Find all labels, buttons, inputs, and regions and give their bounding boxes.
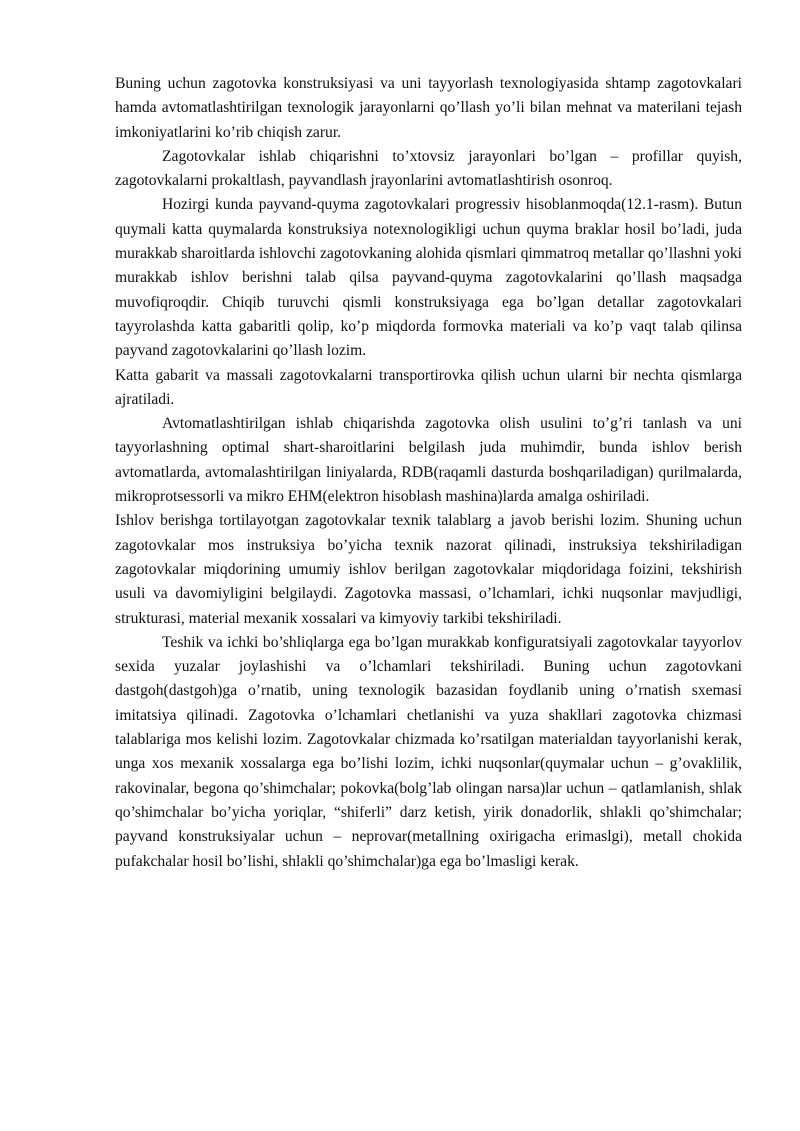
paragraph: Avtomatlashtirilgan ishlab chiqarishda zagotovka olish usulini to’g’ri tanlash va uni tayyorlashning optimal shart-sharoitlarini belgilash juda muhimdir, bunda ishlov berish avtomatlarda, avtomalashtirilgan liniyalarda, RDB(raqamli dasturda boshqariladigan) qurilmalarda, mikroprotsessorli va mikro EHM(elektron hisoblash mashina)larda amalga oshiriladi. xyxy=(115,415,742,506)
paragraph: Zagotovkalar ishlab chiqarishni to’xtovsiz jarayonlari bo’lgan – profillar quyish, zagotovkalarni prokaltlash, payvandlash jrayonlarini avtomatlashtirish osonroq. xyxy=(115,147,742,190)
paragraph: Teshik va ichki bo’shliqlarga ega bo’lgan murakkab konfiguratsiyali zagotovkalar tayyorlov sexida yuzalar joylashishi va o’lchamlari tekshiriladi. Buning uchun zagotovkani dastgoh(dastgoh)ga o’rnatib, uning texnologik bazasidan foydlanib uning o’rnatish sxemasi imitatsiya qilinadi. Zagotovka o’lchamlari chetlanishi va yuza shakllari zagotovka chizmasi talablariga mos kelishi lozim. Zagotovkalar chizmada ko’rsatilgan materialdan tayyorlanishi kerak, unga xos mexanik xossalarga ega bo’lishi lozim, ichki nuqsonlar(quymalar uchun – g’ovaklilik, rakovinalar, begona qo’shimchalar; pokovka(bolg’lab olingan narsa)lar uchun – qatlamlanish, shlak qo’shimchalar bo’yicha yoriqlar, “shiferli” darz ketish, yirik donadorlik, shlakli qo’shimchalar; payvand konstruksiyalar uchun – neprovar(metallning oxirigacha erimaslgi), metall chokida pufakchalar hosil bo’lishi, shlakli qo’shimchalar)ga ega bo’lmasligi kerak. xyxy=(115,633,742,870)
paragraph: Katta gabarit va massali zagotovkalarni transportirovka qilish uchun ularni bir nechta qismlarga ajratiladi. xyxy=(115,366,742,408)
paragraph: Ishlov berishga tortilayotgan zagotovkalar texnik talablarg a javob berishi lozim. Shuning uchun zagotovkalar mos instruksiya bo’yicha texnik nazorat qilinadi, instruksiya tekshiriladigan zagotovkalar miqdorining umumiy ishlov berilgan zagotovkalar miqdoridaga foizini, tekshirish usuli va davomiyligini belgilaydi. Zagotovka massasi, o’lchamlari, ichki nuqsonlar mavjudligi, strukturasi, material mexanik xossalari va kimyoviy tarkibi tekshiriladi. xyxy=(115,512,742,627)
document-page xyxy=(115,72,742,874)
paragraph: Hozirgi kunda payvand-quyma zagotovkalari progressiv hisoblanmoqda(12.1-rasm). Butun quymali katta quymalarda konstruksiya notexnologikligi uchun quyma braklar hosil bo’ladi, juda murakkab sharoitlarda ishlovchi zagotovkaning alohida qismlari qimmatroq metallar qo’llashni yoki murakkab ishlov berishni talab qilsa payvand-quyma zagotovkalarini qo’llash maqsadga muvofiqroqdir. Chiqib turuvchi qismli konstruksiyaga ega bo’lgan detallar zagotovkalari tayyrolashda katta gabaritli qolip, ko’p miqdorda formovka materiali va ko’p vaqt talab qilinsa payvand zagotovkalarini qo’llash lozim. xyxy=(115,196,742,360)
paragraph: Buning uchun zagotovka konstruksiyasi va uni tayyorlash texnologiyasida shtamp zagotovkalari hamda avtomatlashtirilgan texnologik jarayonlarni qo’llash yo’li bilan mehnat va materilani tejash imkoniyatlarini ko’rib chiqish zarur. xyxy=(115,75,742,141)
